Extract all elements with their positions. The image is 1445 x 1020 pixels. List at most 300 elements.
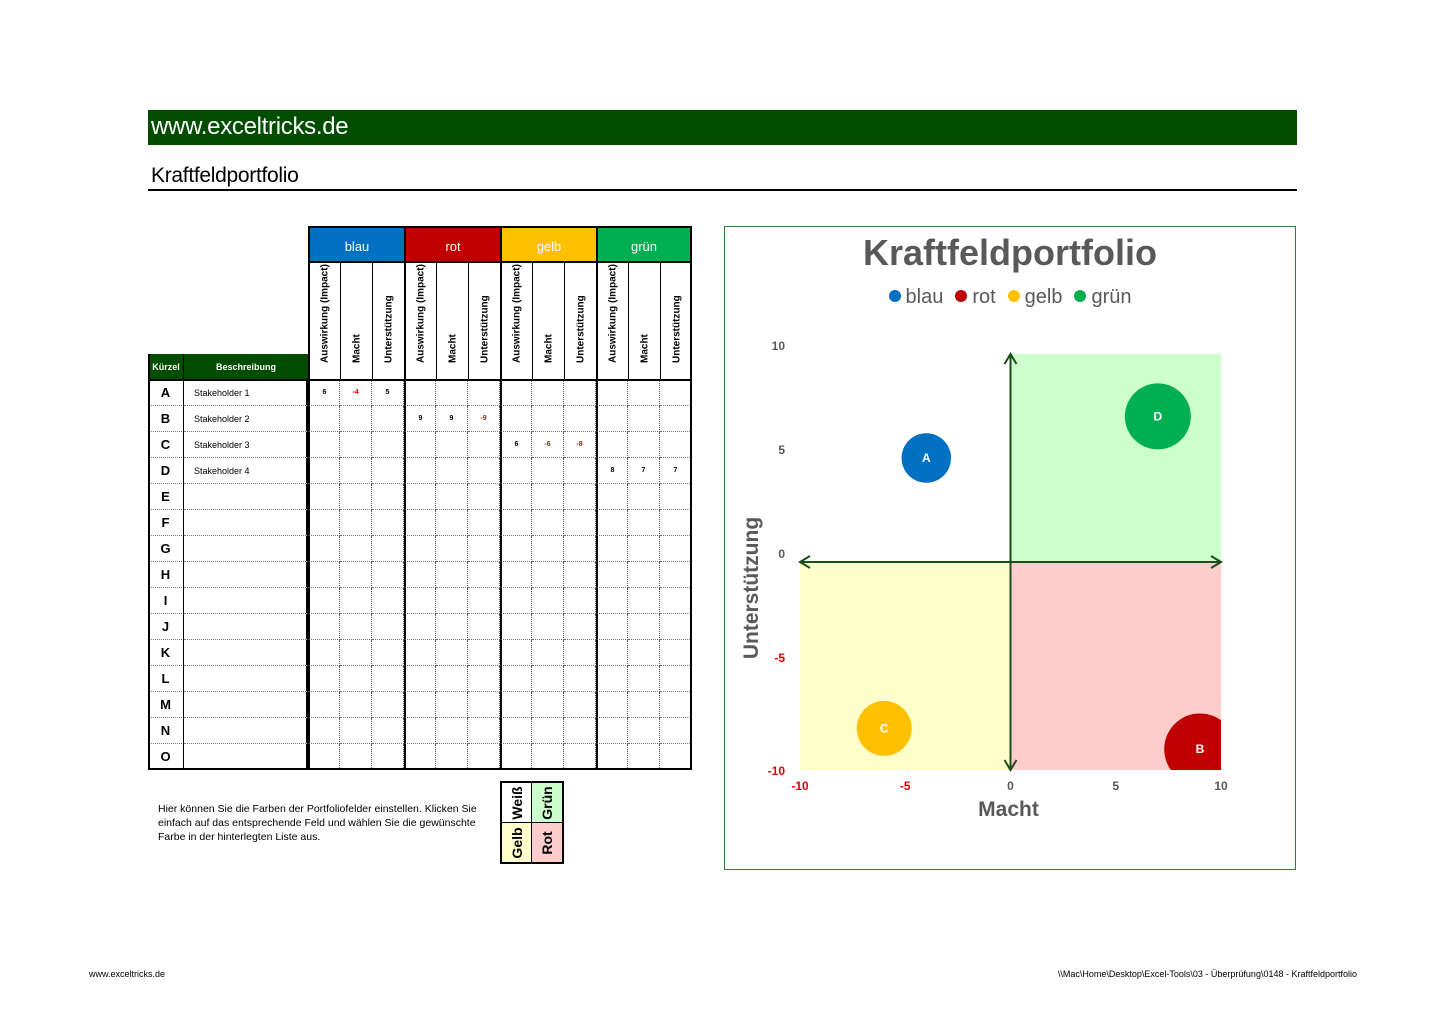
value-cell[interactable] [532,718,564,744]
value-cell[interactable]: 6 [308,380,340,406]
value-cell[interactable] [628,510,660,536]
value-cell[interactable] [596,718,628,744]
value-cell[interactable] [500,614,532,640]
value-cell[interactable] [436,744,468,770]
value-cell[interactable] [596,484,628,510]
value-cell[interactable] [628,380,660,406]
value-cell[interactable] [628,588,660,614]
value-cell[interactable] [468,640,500,666]
table-row [148,640,692,666]
row-description[interactable] [184,692,308,718]
value-cell[interactable] [436,718,468,744]
y-axis-title: Unterstützung [740,516,763,660]
value-cell[interactable] [436,536,468,562]
value-cell[interactable] [308,562,340,588]
value-cell[interactable] [500,692,532,718]
group-header-gelb: gelb [500,226,598,263]
value-cell[interactable] [532,510,564,536]
x-axis-title: Macht [978,798,1039,821]
value-cell[interactable] [660,692,692,718]
page-title: Kraftfeldportfolio [151,164,299,187]
value-cell[interactable] [340,458,372,484]
x-tick-label: 5 [1112,779,1120,793]
row-kuerzel: M [148,692,184,718]
column-header [436,263,468,380]
column-header [532,263,564,380]
value-cell[interactable]: 7 [660,458,692,484]
legend-item-gelb [1008,286,1063,309]
column-header-label: Unterstützung [479,295,490,363]
column-header-label: Auswirkung (Impact) [607,264,619,363]
value-cell[interactable] [660,588,692,614]
value-cell[interactable] [308,432,340,458]
table-row [148,536,692,562]
chart-legend [724,286,1296,309]
legend-item-grün [1074,286,1131,309]
value-cell[interactable] [660,484,692,510]
column-header-label: Auswirkung (Impact) [511,264,523,363]
value-cell[interactable] [468,744,500,770]
value-cell[interactable] [628,614,660,640]
value-cell[interactable] [660,432,692,458]
value-cell[interactable] [628,484,660,510]
value-cell[interactable] [372,744,404,770]
value-cell[interactable] [564,510,596,536]
value-cell[interactable] [468,666,500,692]
value-cell[interactable] [404,380,436,406]
quadrant-color-bottom-right[interactable] [532,823,562,862]
value-cell[interactable] [500,588,532,614]
row-kuerzel: N [148,718,184,744]
value-cell[interactable] [308,666,340,692]
legend-label: grün [1091,286,1132,308]
value-cell[interactable] [468,380,500,406]
value-cell[interactable]: 9 [436,406,468,432]
value-cell[interactable] [532,744,564,770]
value-cell[interactable] [628,562,660,588]
value-cell[interactable] [372,692,404,718]
value-cell[interactable] [564,562,596,588]
value-cell[interactable] [628,536,660,562]
value-cell[interactable] [660,640,692,666]
table-row [148,588,692,614]
row-kuerzel: I [148,588,184,614]
value-cell[interactable] [340,588,372,614]
row-kuerzel: E [148,484,184,510]
value-cell[interactable] [660,718,692,744]
value-cell[interactable] [372,666,404,692]
value-cell[interactable] [564,718,596,744]
column-header-label: Macht [351,334,362,363]
value-cell[interactable] [596,744,628,770]
value-cell[interactable] [532,536,564,562]
group-header-grün: grün [596,226,692,263]
legend-label: gelb [1024,286,1063,308]
row-description[interactable]: Stakeholder 2 [184,406,308,432]
value-cell[interactable] [468,614,500,640]
value-cell[interactable] [500,406,532,432]
value-cell[interactable] [500,380,532,406]
value-cell[interactable]: -6 [532,432,564,458]
value-cell[interactable] [500,510,532,536]
portfolio-chart [724,330,1296,850]
row-kuerzel: G [148,536,184,562]
table-row [148,432,692,458]
value-cell[interactable] [340,640,372,666]
value-cell[interactable] [372,640,404,666]
value-cell[interactable] [660,510,692,536]
value-cell[interactable] [500,536,532,562]
title-divider [148,189,1297,191]
value-cell[interactable] [468,432,500,458]
chart-title: Kraftfeldportfolio [863,232,1157,273]
value-cell[interactable] [468,692,500,718]
value-cell[interactable] [596,510,628,536]
kuerzel-divider [183,354,184,770]
value-cell[interactable] [628,666,660,692]
bubble-label: B [1195,742,1205,757]
value-cell[interactable] [308,484,340,510]
value-cell[interactable] [436,484,468,510]
column-header-label: Auswirkung (Impact) [415,264,427,363]
value-cell[interactable] [596,614,628,640]
row-description[interactable]: Stakeholder 4 [184,458,308,484]
legend-item-rot [955,286,995,309]
value-cell[interactable] [308,510,340,536]
value-cell[interactable] [628,432,660,458]
quadrant-color-bottom-left[interactable] [502,823,532,862]
value-cell[interactable] [660,536,692,562]
y-tick-label: -5 [774,651,785,665]
column-header [596,263,628,380]
value-cell[interactable] [436,692,468,718]
site-banner [148,110,1297,145]
value-cell[interactable] [500,640,532,666]
value-cell[interactable] [564,484,596,510]
column-header [340,263,372,380]
value-cell[interactable] [308,588,340,614]
legend-label: blau [905,286,944,308]
legend-item-blau [889,286,944,309]
value-cell[interactable] [500,484,532,510]
header-beschreibung: Beschreibung [184,354,308,380]
row-description[interactable]: Stakeholder 1 [184,380,308,406]
value-cell[interactable] [436,380,468,406]
value-cell[interactable] [660,614,692,640]
value-cell[interactable] [532,666,564,692]
value-cell[interactable] [596,588,628,614]
value-cell[interactable] [564,380,596,406]
color-instruction-note: Hier können Sie die Farben der Portfoliofelder einstellen. Klicken Sie einfach auf das entsprechende Feld und wählen Sie die gewünschte Farbe in der hinterlegten Liste aus. [158,803,477,843]
column-header [564,263,596,380]
y-tick-label: -10 [767,764,785,778]
value-cell[interactable] [308,458,340,484]
row-description[interactable] [184,718,308,744]
value-cell[interactable] [596,406,628,432]
row-kuerzel: H [148,562,184,588]
table-border-bottom [148,768,692,770]
bubble-label: A [921,451,931,465]
value-cell[interactable] [340,614,372,640]
bubble-label: D [1153,409,1163,424]
value-cell[interactable] [404,718,436,744]
column-header [468,263,500,380]
value-cell[interactable] [564,640,596,666]
value-cell[interactable] [660,406,692,432]
value-cell[interactable] [532,458,564,484]
footer-site: www.exceltricks.de [89,969,166,979]
value-cell[interactable] [404,562,436,588]
value-cell[interactable] [340,718,372,744]
value-cell[interactable] [468,536,500,562]
value-cell[interactable]: -4 [340,380,372,406]
value-cell[interactable] [404,458,436,484]
row-description[interactable] [184,588,308,614]
value-cell[interactable] [404,510,436,536]
table-row [148,692,692,718]
x-tick-label: -5 [899,779,911,793]
value-cell[interactable] [372,406,404,432]
row-description[interactable] [184,484,308,510]
quadrant-color-label: Grün [539,785,555,820]
quadrant-color-top-right[interactable] [532,783,562,823]
value-cell[interactable] [436,510,468,536]
value-cell[interactable] [628,692,660,718]
value-cell[interactable] [308,692,340,718]
value-cell[interactable] [340,432,372,458]
value-cell[interactable] [532,406,564,432]
row-kuerzel: C [148,432,184,458]
value-cell[interactable] [660,744,692,770]
value-cell[interactable] [468,510,500,536]
value-cell[interactable] [308,640,340,666]
value-cell[interactable] [628,744,660,770]
value-cell[interactable] [532,380,564,406]
column-header-label: Macht [543,334,554,363]
row-description[interactable] [184,510,308,536]
column-header-label: Macht [639,334,650,363]
value-cell[interactable] [500,666,532,692]
value-cell[interactable]: 6 [500,432,532,458]
table-row [148,380,692,406]
value-cell[interactable] [500,744,532,770]
value-cell[interactable] [468,458,500,484]
group-header-blau: blau [308,226,406,263]
value-cell[interactable] [436,588,468,614]
legend-label: rot [972,286,996,308]
row-kuerzel: D [148,458,184,484]
value-cell[interactable] [596,536,628,562]
value-cell[interactable] [404,692,436,718]
legend-marker-icon [1008,290,1020,302]
value-cell[interactable] [660,380,692,406]
value-cell[interactable] [372,432,404,458]
value-cell[interactable] [596,380,628,406]
value-cell[interactable] [404,432,436,458]
value-cell[interactable] [404,640,436,666]
value-cell[interactable] [500,562,532,588]
stakeholder-table [148,226,692,770]
value-cell[interactable]: 7 [628,458,660,484]
quadrant-color-legend [500,781,564,864]
column-header-label: Unterstützung [575,295,586,363]
value-cell[interactable] [340,406,372,432]
value-cell[interactable] [436,614,468,640]
value-cell[interactable] [500,718,532,744]
value-cell[interactable] [468,562,500,588]
value-cell[interactable] [308,614,340,640]
table-row [148,458,692,484]
quadrant-top-right [1011,354,1222,562]
value-cell[interactable] [436,562,468,588]
row-kuerzel: O [148,744,184,770]
value-cell[interactable] [372,510,404,536]
value-cell[interactable] [372,614,404,640]
value-cell[interactable] [660,562,692,588]
value-cell[interactable] [340,510,372,536]
group-header-rot: rot [404,226,502,263]
value-cell[interactable] [500,458,532,484]
row-description[interactable] [184,614,308,640]
quadrant-color-label: Rot [539,830,555,855]
value-cell[interactable] [532,614,564,640]
value-cell[interactable] [468,718,500,744]
value-cell[interactable] [532,588,564,614]
row-kuerzel: A [148,380,184,406]
value-cell[interactable] [564,536,596,562]
column-header [372,263,404,380]
value-cell[interactable] [436,432,468,458]
row-description[interactable] [184,666,308,692]
row-description[interactable] [184,562,308,588]
value-cell[interactable] [404,536,436,562]
legend-marker-icon [1074,290,1086,302]
bubble-label: C [879,721,889,736]
value-cell[interactable] [404,744,436,770]
value-cell[interactable] [340,562,372,588]
value-cell[interactable] [596,640,628,666]
value-cell[interactable] [564,406,596,432]
value-cell[interactable] [404,588,436,614]
value-cell[interactable] [340,744,372,770]
table-row [148,718,692,744]
column-header [308,263,340,380]
value-cell[interactable] [564,458,596,484]
value-cell[interactable] [532,484,564,510]
table-row [148,510,692,536]
value-cell[interactable] [340,666,372,692]
value-cell[interactable] [468,588,500,614]
value-cell[interactable] [628,718,660,744]
table-row [148,666,692,692]
value-cell[interactable] [372,484,404,510]
value-cell[interactable] [532,640,564,666]
value-cell[interactable]: 8 [596,458,628,484]
value-cell[interactable] [404,484,436,510]
value-cell[interactable] [340,536,372,562]
column-header [660,263,692,380]
column-header [404,263,436,380]
value-cell[interactable] [596,432,628,458]
table-row [148,562,692,588]
value-cell[interactable] [436,458,468,484]
column-header [500,263,532,380]
value-cell[interactable] [628,640,660,666]
value-cell[interactable]: -9 [468,406,500,432]
quadrant-color-top-left[interactable] [502,783,532,823]
value-cell[interactable] [308,744,340,770]
value-cell[interactable] [372,718,404,744]
value-cell[interactable] [340,484,372,510]
value-cell[interactable] [372,536,404,562]
value-cell[interactable] [628,406,660,432]
value-cell[interactable] [308,536,340,562]
x-tick-label: 10 [1214,779,1228,793]
value-cell[interactable]: -8 [564,432,596,458]
table-row [148,406,692,432]
value-cell[interactable] [564,614,596,640]
header-kuerzel: Kürzel [148,354,184,380]
row-description[interactable]: Stakeholder 3 [184,432,308,458]
value-cell[interactable] [372,588,404,614]
quadrant-color-label: Gelb [508,826,525,859]
value-cell[interactable] [436,640,468,666]
value-cell[interactable] [564,666,596,692]
row-kuerzel: B [148,406,184,432]
x-tick-label: -10 [791,779,809,793]
value-cell[interactable] [308,718,340,744]
value-cell[interactable]: 5 [372,380,404,406]
value-cell[interactable] [372,562,404,588]
value-cell[interactable] [564,744,596,770]
x-tick-label: 0 [1007,779,1014,793]
column-header [628,263,660,380]
row-description[interactable] [184,744,308,770]
value-cell[interactable] [532,562,564,588]
value-cell[interactable] [596,666,628,692]
value-cell[interactable] [564,588,596,614]
value-cell[interactable] [340,692,372,718]
table-border-right [690,226,692,770]
table-header-divider [148,379,692,381]
site-name: www.exceltricks.de [151,113,349,140]
table-row [148,744,692,770]
row-kuerzel: K [148,640,184,666]
value-cell[interactable] [532,692,564,718]
row-description[interactable] [184,640,308,666]
value-cell[interactable] [404,666,436,692]
row-description[interactable] [184,536,308,562]
value-cell[interactable] [436,666,468,692]
y-tick-label: 0 [778,547,785,561]
y-tick-label: 10 [771,339,785,353]
column-header-label: Auswirkung (Impact) [319,264,331,363]
value-cell[interactable] [564,692,596,718]
value-cell[interactable] [372,458,404,484]
value-cell[interactable] [308,406,340,432]
column-header-label: Unterstützung [671,295,682,363]
value-cell[interactable] [660,666,692,692]
value-cell[interactable]: 9 [404,406,436,432]
quadrant-color-label: Weiß [508,785,525,820]
row-kuerzel: L [148,666,184,692]
value-cell[interactable] [596,562,628,588]
value-cell[interactable] [596,692,628,718]
value-cell[interactable] [404,614,436,640]
column-header-label: Macht [447,334,458,363]
value-cell[interactable] [468,484,500,510]
column-header-label: Unterstützung [383,295,394,363]
